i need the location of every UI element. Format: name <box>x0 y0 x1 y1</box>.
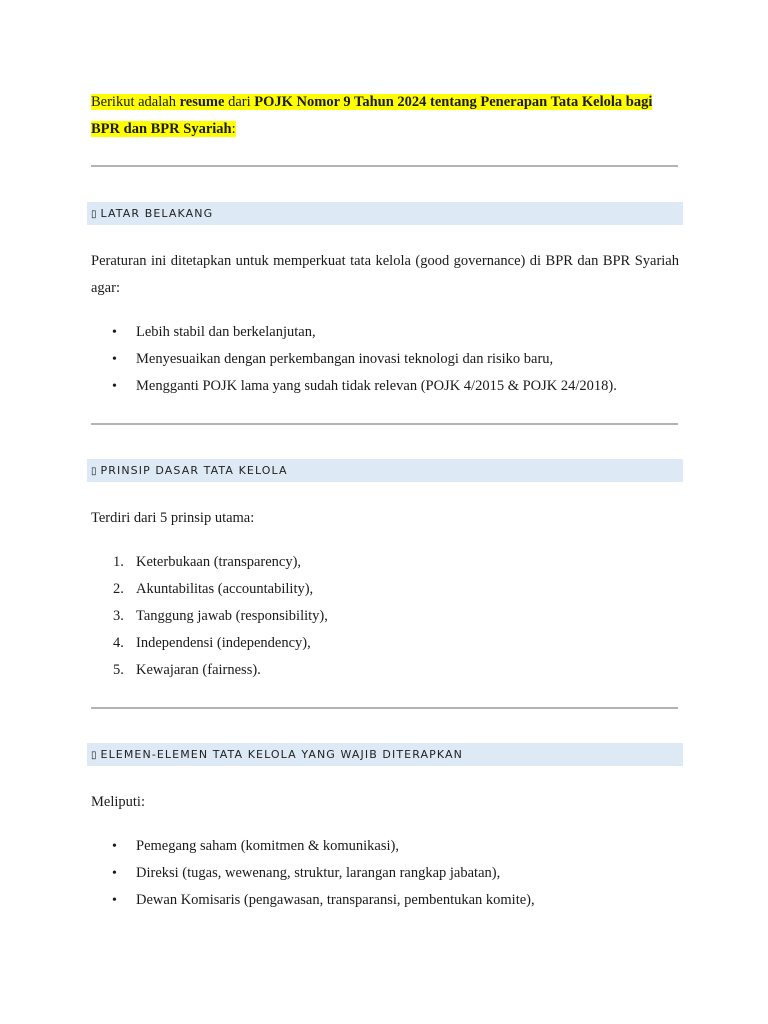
numbered-list <box>91 549 679 684</box>
list-number: 2. <box>113 581 124 597</box>
intro-paragraph <box>91 89 679 143</box>
list-number: 5. <box>113 662 124 678</box>
list-item <box>91 549 679 576</box>
list-item: • Lebih stabil dan berkelanjutan, <box>91 319 679 346</box>
section-heading-text: ELEMEN-ELEMEN TATA KELOLA YANG WAJIB DITERAPKAN <box>100 748 463 761</box>
section-heading-latar-belakang <box>87 202 683 225</box>
intro-text-1: Berikut adalah <box>91 94 180 110</box>
section-icon: ▯ <box>91 209 97 220</box>
list-item-label: Keterbukaan (transparency), <box>136 554 302 570</box>
section-paragraph: Peraturan ini ditetapkan untuk memperkuat tata kelola (good governance) di BPR dan BPR Syariah agar: <box>91 253 679 296</box>
list-item-label: Akuntabilitas (accountability), <box>136 581 314 597</box>
document-content <box>91 89 679 914</box>
section-icon: ▯ <box>91 466 97 477</box>
section-heading-text: LATAR BELAKANG <box>100 207 214 220</box>
section-heading-prinsip-dasar <box>87 459 683 482</box>
list-number: 4. <box>113 635 124 651</box>
list-item-label: Tanggung jawab (responsibility), <box>136 608 328 624</box>
section-icon: ▯ <box>91 750 97 761</box>
intro-text-2: dari <box>224 94 255 110</box>
list-item: • Mengganti POJK lama yang sudah tidak relevan (POJK 4/2015 & POJK 24/2018). <box>91 373 679 400</box>
list-item-label: Independensi (independency), <box>136 635 311 651</box>
section-heading-elemen-tata-kelola <box>87 743 683 766</box>
list-item: • Dewan Komisaris (pengawasan, transparansi, pembentukan komite), <box>91 887 679 914</box>
intro-text-resume: resume <box>179 94 225 110</box>
list-item <box>91 603 679 630</box>
bullet-list <box>91 833 679 914</box>
list-item <box>91 576 679 603</box>
list-item <box>91 630 679 657</box>
intro-text-title: POJK Nomor 9 Tahun 2024 tentang Penerapan Tata Kelola bagi BPR dan BPR Syariah <box>91 94 653 137</box>
divider-2 <box>91 423 678 425</box>
section-heading-text: PRINSIP DASAR TATA KELOLA <box>100 464 288 477</box>
list-item: • Direksi (tugas, wewenang, struktur, larangan rangkap jabatan), <box>91 860 679 887</box>
list-item: • Menyesuaikan dengan perkembangan inovasi teknologi dan risiko baru, <box>91 346 679 373</box>
list-item <box>91 657 679 684</box>
intro-text-colon: : <box>231 121 236 137</box>
bullet-list <box>91 319 679 400</box>
list-item: • Pemegang saham (komitmen & komunikasi), <box>91 833 679 860</box>
list-item-label: Kewajaran (fairness). <box>136 662 261 678</box>
divider-1 <box>91 165 678 167</box>
section-paragraph: Meliputi: <box>91 794 145 810</box>
divider-3 <box>91 707 678 709</box>
list-number: 3. <box>113 608 124 624</box>
list-number: 1. <box>113 554 124 570</box>
section-paragraph: Terdiri dari 5 prinsip utama: <box>91 510 255 526</box>
